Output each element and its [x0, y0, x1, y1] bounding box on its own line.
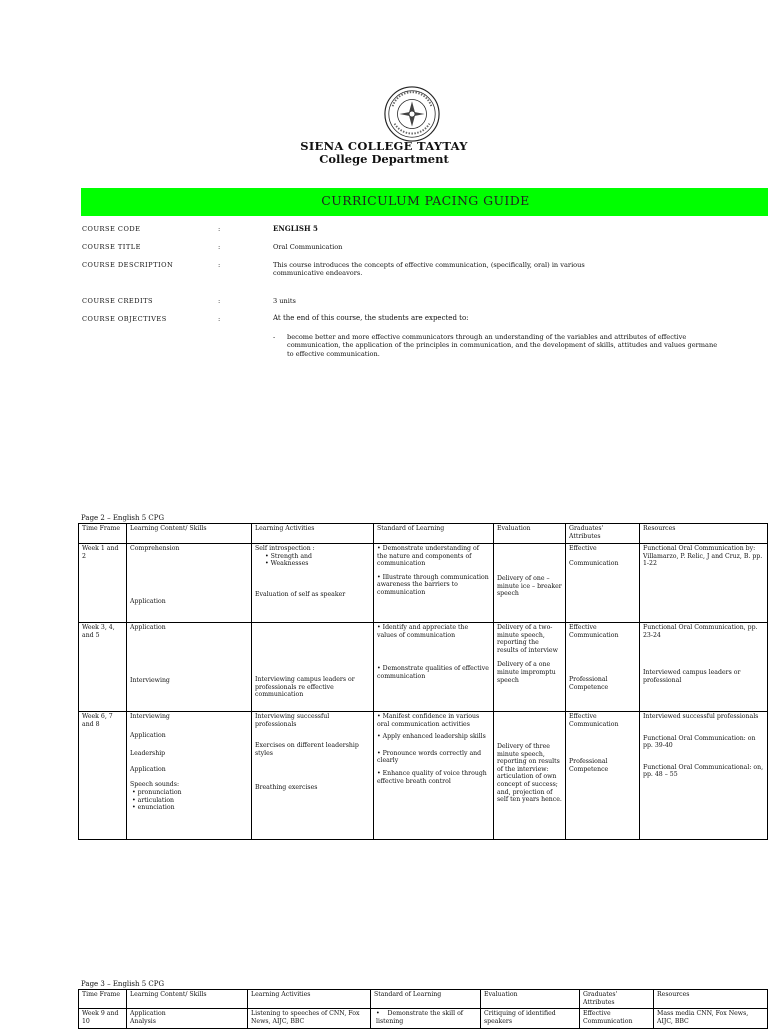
standard-item: • Apply enhanced leadership skills — [377, 733, 490, 741]
page2-table — [78, 523, 768, 840]
content-item: Comprehension — [130, 545, 180, 552]
standard-bullet: • Demonstrate the skill of listening — [376, 1010, 464, 1025]
evaluation-item: Delivery of one – minute ice – breaker speech — [497, 575, 562, 598]
course-code-label: COURSE CODE — [82, 225, 141, 233]
course-description-value: This course introduces the concepts of effective communication, (specifically, oral) in various communicative endeavors. — [273, 261, 585, 278]
standard-item: • Enhance quality of voice through effective breath control — [377, 770, 490, 785]
content-item: Analysis — [130, 1017, 156, 1025]
page2-heading: Page 2 – English 5 CPG — [81, 514, 165, 522]
activity-item: Interviewing campus leaders or professionals re effective communication — [255, 676, 355, 699]
standard-item: • Demonstrate qualities of effective communication — [377, 665, 490, 680]
column-header: Time Frame — [79, 990, 127, 1009]
standards-cell — [374, 623, 494, 712]
course-objectives-value: At the end of this course, the students are expected to: — [273, 314, 469, 322]
content-item: Interviewing — [130, 713, 170, 720]
table-row — [79, 623, 768, 712]
content-subitem: • pronunciation — [130, 789, 248, 797]
activity-item: Self introspection : — [255, 545, 315, 552]
content-cell — [127, 712, 252, 840]
attributes-cell — [566, 712, 640, 840]
resource-item: Interviewed campus leaders or professional — [643, 669, 741, 684]
colon: : — [218, 297, 221, 305]
standard-item: • Pronounce words correctly and clearly — [377, 750, 490, 765]
standards-cell — [374, 712, 494, 840]
course-credits-label: COURSE CREDITS — [82, 297, 154, 305]
activity-subitem: • Weaknesses — [255, 560, 370, 568]
attributes-cell: Effective Communication — [580, 1009, 654, 1029]
activities-cell — [252, 544, 374, 623]
content-item: Interviewing — [130, 676, 170, 684]
course-code-value: ENGLISH 5 — [273, 224, 318, 233]
evaluation-item: Delivery of three minute speech, reporting on results of the interview: articulation of own concept of success; and, projection of self ten years hence. — [497, 743, 562, 804]
attribute-item: Effective — [569, 545, 597, 552]
column-header: Learning Activities — [252, 524, 374, 544]
resource-item: Functional Oral Communication: on pp. 39-40 — [643, 734, 756, 750]
resources-cell — [640, 623, 768, 712]
standard-item: Demonstrate the skill of listening — [376, 1010, 464, 1025]
content-cell — [127, 1009, 248, 1029]
colon: : — [218, 261, 221, 269]
course-title-label: COURSE TITLE — [82, 243, 141, 251]
time-frame-cell: Week 6, 7 and 8 — [79, 712, 127, 840]
attribute-item: Effective Communication — [569, 624, 619, 639]
content-item: Application — [130, 765, 166, 773]
evaluation-cell — [494, 544, 566, 623]
table-row — [79, 712, 768, 840]
resources-cell: Mass media CNN, Fox News, AIJC, BBC — [654, 1009, 768, 1029]
column-header: Resources — [640, 524, 768, 544]
attribute-item: Communication — [569, 559, 619, 567]
activity-subitem: • Strength and — [255, 553, 370, 561]
column-header: Standard of Learning — [371, 990, 481, 1009]
activities-cell — [252, 712, 374, 840]
standard-item: • Identify and appreciate the values of communication — [377, 624, 490, 639]
resource-item: Functional Oral Communication, pp. 23-24 — [643, 624, 758, 639]
table-header-row — [79, 524, 768, 544]
page3-table — [78, 989, 768, 1029]
attribute-item: Effective Communication — [569, 713, 619, 728]
resources-cell — [640, 544, 768, 623]
banner-title: CURRICULUM PACING GUIDE — [321, 193, 530, 208]
course-credits-value: 3 units — [273, 297, 296, 305]
colon: : — [218, 315, 221, 323]
content-cell — [127, 544, 252, 623]
standards-cell — [374, 544, 494, 623]
resource-item: Functional Oral Communicational: on, pp. 48 – 55 — [643, 763, 764, 779]
evaluation-cell: Critiquing of identified speakers — [481, 1009, 580, 1029]
attribute-item: Professional Competence — [569, 758, 609, 773]
colon: : — [218, 243, 221, 251]
activity-item: Exercises on different leadership styles — [255, 742, 359, 757]
table-header-row — [79, 990, 768, 1009]
standards-cell — [371, 1009, 481, 1029]
resources-cell — [640, 712, 768, 840]
attributes-cell — [566, 544, 640, 623]
activity-item: Breathing exercises — [255, 784, 318, 792]
content-item: Application — [130, 597, 166, 605]
standard-item: • Demonstrate understanding of the nature and components of communication — [377, 545, 490, 568]
course-description-label: COURSE DESCRIPTION — [82, 261, 174, 269]
school-name: SIENA COLLEGE TAYTAY — [300, 139, 468, 153]
objective-dash: - — [273, 333, 276, 341]
table-row — [79, 544, 768, 623]
resource-item: Functional Oral Communication by: Villamarzo, P. Relic, J and Cruz, B. pp. 1-22 — [643, 545, 763, 568]
course-title-value: Oral Communication — [273, 243, 343, 251]
department-name: College Department — [319, 152, 449, 166]
standard-item: • Manifest confidence in various oral communication activities — [377, 713, 490, 728]
content-item: Application — [130, 624, 166, 631]
activities-cell — [252, 623, 374, 712]
content-item: Application — [130, 1010, 166, 1017]
time-frame-cell: Week 1 and 2 — [79, 544, 127, 623]
college-seal-logo — [383, 85, 441, 143]
page3-heading: Page 3 – English 5 CPG — [81, 980, 165, 988]
objective-item: become better and more effective communicators through an understanding of the variables and attributes of effective communication, the application of the principles in communication, and the development of skills, attitudes and values germane to effective communication. — [287, 333, 718, 358]
attribute-item: Professional Competence — [569, 676, 609, 691]
column-header: Resources — [654, 990, 768, 1009]
activities-cell: Listening to speeches of CNN, Fox News, AIJC, BBC — [248, 1009, 371, 1029]
standard-item: • Illustrate through communication awareness the barriers to communication — [377, 574, 490, 597]
content-item: Application — [130, 731, 166, 739]
evaluation-item: Delivery of a two-minute speech, reporting the results of interview — [497, 624, 558, 654]
column-header: Evaluation — [481, 990, 580, 1009]
column-header: Graduates' Attributes — [566, 524, 640, 544]
column-header: Learning Content/ Skills — [127, 524, 252, 544]
column-header: Standard of Learning — [374, 524, 494, 544]
column-header: Learning Activities — [248, 990, 371, 1009]
attributes-cell — [566, 623, 640, 712]
column-header: Time Frame — [79, 524, 127, 544]
evaluation-cell — [494, 712, 566, 840]
colon: : — [218, 225, 221, 233]
content-item: Speech sounds: — [130, 781, 180, 789]
column-header: Learning Content/ Skills — [127, 990, 248, 1009]
content-subitem: • articulation — [130, 797, 248, 805]
resource-item: Interviewed successful professionals — [643, 713, 759, 720]
activity-item: Interviewing successful professionals — [255, 713, 330, 728]
time-frame-cell: Week 3, 4, and 5 — [79, 623, 127, 712]
evaluation-item: Delivery of a one minute impromptu speech — [497, 661, 556, 684]
content-subitem: • enunciation — [130, 804, 248, 812]
course-objectives-label: COURSE OBJECTIVES — [82, 315, 167, 323]
title-banner — [81, 188, 768, 216]
evaluation-cell — [494, 623, 566, 712]
content-item: Leadership — [130, 750, 166, 758]
time-frame-cell: Week 9 and 10 — [79, 1009, 127, 1029]
column-header: Evaluation — [494, 524, 566, 544]
table-row — [79, 1009, 768, 1029]
content-cell — [127, 623, 252, 712]
activity-item: Evaluation of self as speaker — [255, 590, 346, 598]
column-header: Graduates' Attributes — [580, 990, 654, 1009]
